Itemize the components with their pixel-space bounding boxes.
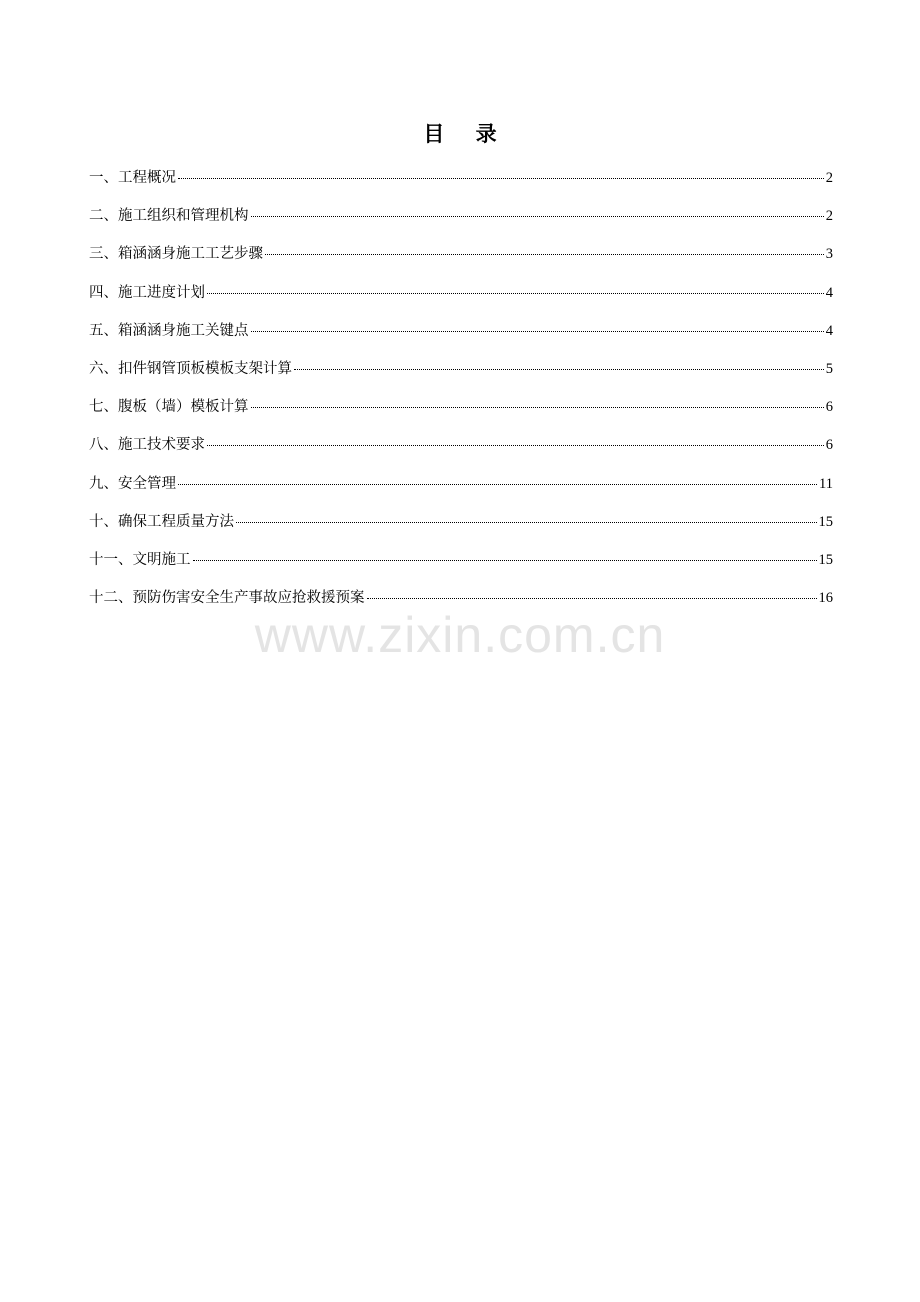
toc-entry-page-number: 15 [818, 551, 833, 568]
toc-entry-label: 九、安全管理 [89, 475, 176, 492]
toc-entry-label: 八、施工技术要求 [89, 437, 205, 454]
toc-dot-leader [178, 484, 817, 485]
toc-dot-leader [265, 254, 824, 255]
toc-entry-page-number: 4 [825, 284, 833, 301]
toc-dot-leader [193, 560, 817, 561]
toc-entry[interactable] [89, 584, 833, 622]
toc-entry-page-number: 2 [825, 208, 833, 225]
toc-entry[interactable] [89, 355, 833, 393]
toc-entry-page-number: 15 [818, 513, 833, 530]
toc-entry-label: 一、工程概况 [89, 170, 176, 186]
toc-entry[interactable] [89, 202, 833, 240]
toc-entry-label: 十、确保工程质量方法 [89, 513, 234, 530]
toc-entry-page-number: 5 [825, 360, 833, 377]
toc-dot-leader [294, 369, 824, 370]
toc-entry-label: 五、箱涵涵身施工关键点 [89, 322, 249, 339]
toc-entry-label: 二、施工组织和管理机构 [89, 208, 249, 225]
toc-entry[interactable] [89, 317, 833, 355]
toc-entry[interactable] [89, 393, 833, 431]
toc-dot-leader [178, 178, 824, 179]
toc-entry-page-number: 11 [819, 475, 833, 492]
toc-dot-leader [207, 445, 824, 446]
toc-list [89, 164, 833, 622]
toc-entry[interactable] [89, 546, 833, 584]
toc-entry-page-number: 4 [825, 322, 833, 339]
toc-dot-leader [367, 598, 817, 599]
toc-entry-page-number: 3 [825, 246, 833, 263]
toc-entry[interactable] [89, 431, 833, 469]
toc-entry-label: 四、施工进度计划 [89, 284, 205, 301]
toc-entry-label: 十一、文明施工 [89, 551, 191, 568]
toc-dot-leader [251, 407, 824, 408]
toc-entry-label: 七、腹板（墙）模板计算 [89, 399, 249, 416]
toc-entry-label: 十二、预防伤害安全生产事故应抢救援预案 [89, 590, 365, 607]
toc-entry-label: 六、扣件钢管顶板模板支架计算 [89, 360, 292, 377]
toc-dot-leader [251, 216, 824, 217]
toc-entry-page-number: 2 [825, 170, 833, 186]
watermark: www.zixin.com.cn [254, 607, 666, 663]
toc-entry[interactable] [89, 164, 833, 202]
toc-entry-page-number: 16 [818, 590, 833, 607]
toc-entry[interactable] [89, 240, 833, 278]
toc-title: 目 录 [423, 122, 509, 146]
toc-entry[interactable] [89, 508, 833, 546]
toc-dot-leader [251, 331, 824, 332]
toc-entry[interactable] [89, 279, 833, 317]
toc-entry-page-number: 6 [825, 399, 833, 416]
toc-dot-leader [207, 293, 824, 294]
toc-entry-page-number: 6 [825, 437, 833, 454]
toc-entry[interactable] [89, 470, 833, 508]
toc-entry-label: 三、箱涵涵身施工工艺步骤 [89, 246, 263, 263]
toc-dot-leader [236, 522, 817, 523]
